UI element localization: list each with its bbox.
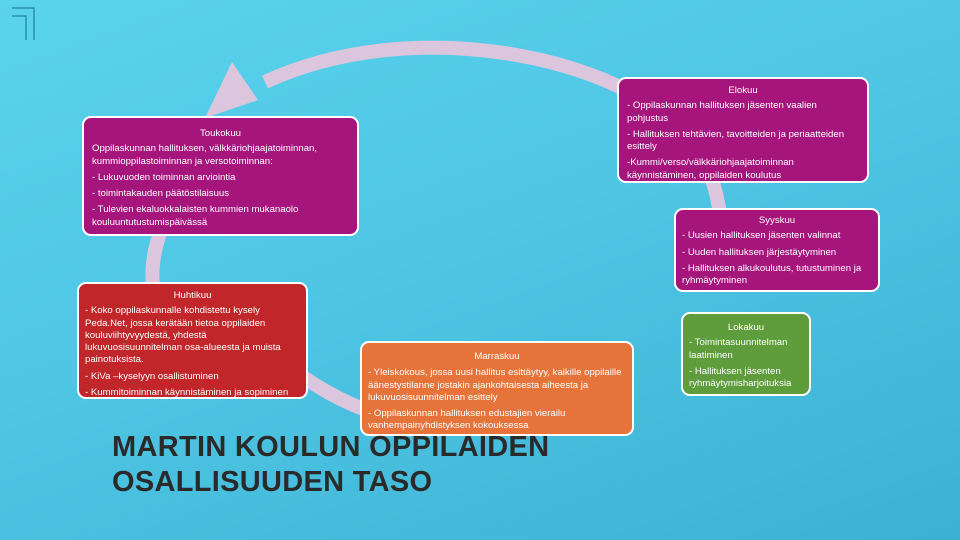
list-item: - Hallituksen tehtävien, tavoitteiden ja periaatteiden esittely [627,128,845,153]
list-item: - Tulevien ekaluokkalaisten kummien mukanaolo kouluuntutustumispäivässä [92,204,299,228]
box-marraskuu [360,341,634,436]
page-title-line1: MARTIN KOULUN OPPILAIDEN [112,431,550,463]
list-item: - Hallituksen alkukoulutus, tutustuminen ja ryhmäytyminen [682,262,862,287]
page-title-line2: OSALLISUUDEN TASO [112,466,433,499]
box-lokakuu [681,312,811,396]
box-elokuu [617,77,869,183]
list-item: - Yleiskokous, jossa uusi hallitus esittäytyy, kaikille oppilaille äänestystilanne jostakin ajankohtaisesta aiheesta ja lukuvuosisuunnitelman esittely [368,367,622,403]
list-item: - Uuden hallituksen järjestäytyminen [682,246,837,258]
list-item: - toimintakauden päätöstilaisuus [92,188,230,200]
list-item: - Uusien hallituksen jäsenten valinnat [682,230,841,242]
list-item: -Kummi/verso/välkkäriohjaajatoiminnan käynnistäminen, oppilaiden koulutus [627,157,794,181]
list-item: - Kummitoiminnan käynnistäminen ja sopiminen [85,386,289,398]
box-title: Toukokuu [199,128,242,139]
list-item: - Lukuvuoden toiminnan arviointia [92,171,236,183]
list-item: - Koko oppilaskunnalle kohdistettu kysely Peda.Net, jossa kerätään tietoa oppilaiden kouluviihtyvyydestä, yhdestä lukuvuosisuunnitelman osa-alueesta ja muista painotuksista. [85,305,281,366]
list-item: - Hallituksen jäsenten ryhmäytymisharjoituksia [689,365,792,390]
list-item: - Toimintasuunnitelman laatiminen [689,337,788,361]
box-title: Lokakuu [727,322,765,333]
list-item: - Oppilaskunnan hallituksen edustajien vierailu vanhempainyhdistyksen kokouksessa [368,408,566,432]
box-title: Syyskuu [758,215,796,226]
box-title: Elokuu [728,85,758,96]
box-syyskuu [674,208,880,292]
list-item: - Oppilaskunnan hallituksen jäsenten vaalien pohjustus [627,100,817,124]
corner-chevron-icon [8,6,38,42]
box-title: Huhtikuu [173,290,212,301]
list-item: - KiVa –kyselyyn osallistuminen [85,370,219,382]
arrowhead-icon [205,62,258,118]
box-toukokuu [82,116,359,236]
box-title: Marraskuu [474,351,520,362]
list-item: Oppilaskunnan hallituksen, välkkäriohjaajatoiminnan, kummioppilastoiminnan ja versotoiminnan: [92,143,318,167]
box-huhtikuu [77,282,308,399]
page-title [112,430,632,501]
